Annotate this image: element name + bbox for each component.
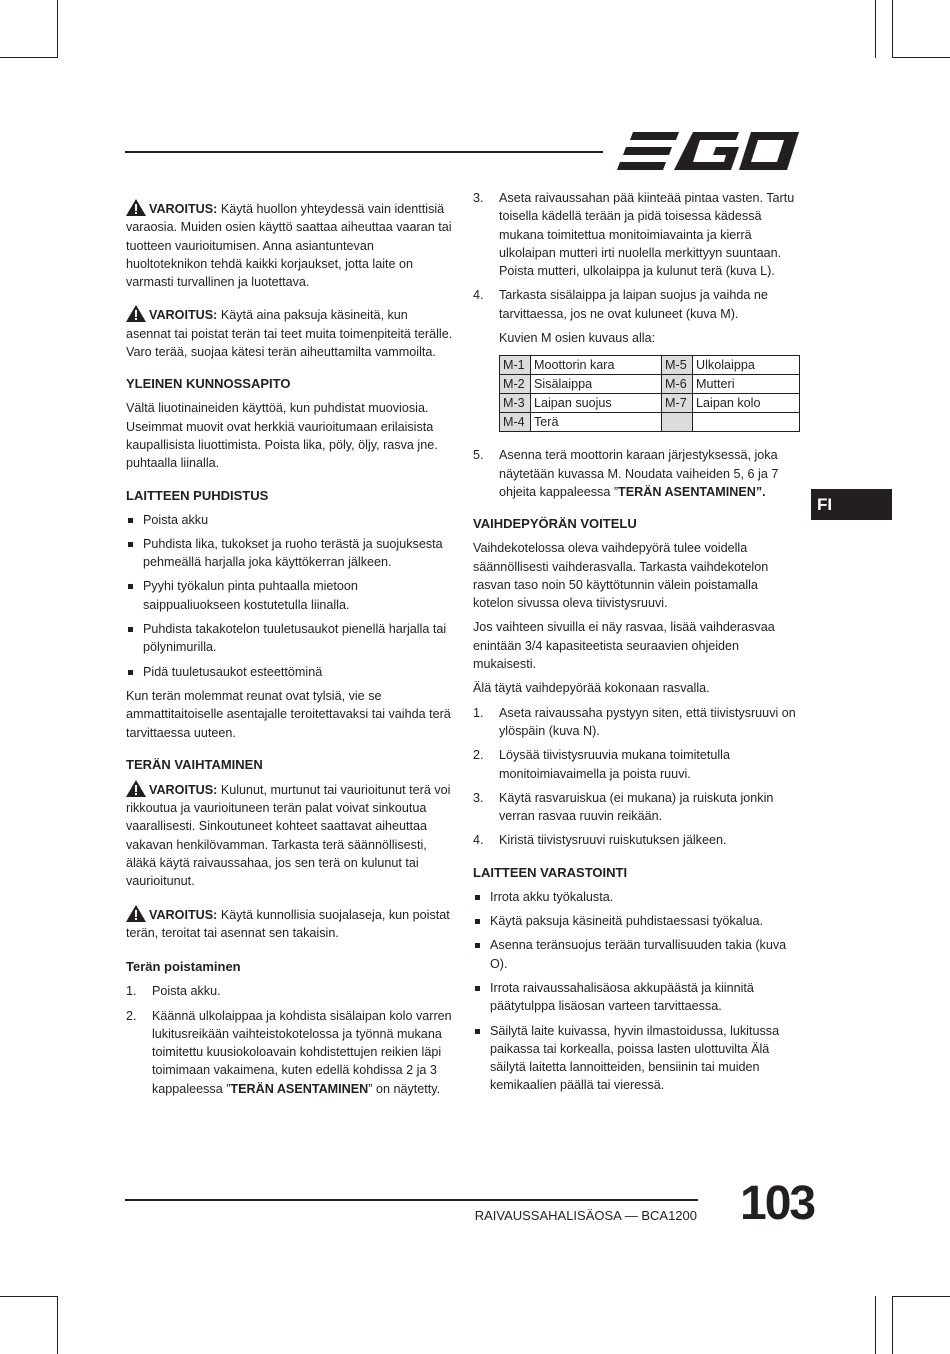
- warning-label: VAROITUS:: [149, 308, 218, 323]
- step-number: 1.: [473, 705, 484, 720]
- warning-text: Kulunut, murtunut tai vaurioitunut terä voi rikkoutua ja vaurioituneen terän palat voivat sinkoutua vaarallisesti. Sinkoutuneet kohteet saattavat aiheuttaa vakavan henkilövamman. Tarkasta terä säännöllisesti, äläkä käytä raivaussahaa, jos sen terä on kulunut tai vaurioitunut.: [126, 782, 451, 889]
- body-paragraph: Kun terän molemmat reunat ovat tylsiä, vie se ammattitaitoiselle asentajalle teroitettavaksi tai vaihda terä tarvittaessa uuteen.: [126, 688, 451, 740]
- step-text: Löysää tiivistysruuvia mukana toimitetulla monitoimiavaimella ja poista ruuvi.: [499, 748, 730, 781]
- warning-paragraph: [126, 199, 454, 291]
- language-tab: FI: [811, 489, 892, 520]
- section-heading: YLEINEN KUNNOSSAPITO: [126, 376, 291, 392]
- step-text: Aseta raivaussaha pystyyn siten, että tiivistysruuvi on ylöspäin (kuva N).: [499, 705, 796, 738]
- crop-mark: [57, 1296, 58, 1354]
- table-cell: Laipan kolo: [693, 394, 800, 413]
- list-item: [473, 446, 801, 501]
- crop-mark: [875, 1296, 876, 1354]
- warning-triangle-icon: [126, 780, 146, 797]
- step-number: 2.: [126, 1008, 137, 1023]
- removal-steps: [126, 982, 454, 1098]
- step-bold-ref: TERÄN ASENTAMINEN”.: [618, 484, 766, 499]
- ego-logo: [617, 131, 799, 171]
- table-row: [500, 375, 800, 394]
- body-paragraph: Vältä liuotinaineiden käyttöä, kun puhdistat muoviosia. Useimmat muovit ovat herkkiä vaurioitumaan erilaisista kaupallisista liuottimista. Poista lika, pöly, öljy, rasva jne. puhtaalla liinalla.: [126, 401, 438, 471]
- table-cell: M-2: [500, 375, 531, 394]
- table-cell: Mutteri: [693, 375, 800, 394]
- right-column: [473, 189, 801, 1101]
- table-cell: M-1: [500, 356, 531, 375]
- table-cell: M-3: [500, 394, 531, 413]
- section-heading: LAITTEEN VARASTOINTI: [473, 864, 628, 880]
- header-rule: [125, 151, 603, 153]
- table-cell: Laipan suojus: [531, 394, 662, 413]
- body-paragraph: Vaihdekotelossa oleva vaihdepyörä tulee voidella säännöllisesti vaihderasvalla. Tarkasta vaihdekotelon rasvan taso noin 50 käyttötunnin välein poistamalla kotelon sivussa oleva tiivistysruuvi.: [473, 541, 769, 611]
- crop-mark: [0, 57, 57, 58]
- step-text: Käännä ulkolaippaa ja kohdista sisälaipan kolo varren lukitusreikään vaihteistokotelossa ja työnnä mukana toimitettu kuusiokoloavain kohdistettujen reikien läpi toimimaan vakaimena, kuten edellä kohdissa 2 ja 3 kappaleessa ”: [152, 1008, 452, 1096]
- table-cell: Sisälaippa: [531, 375, 662, 394]
- table-cell: Moottorin kara: [531, 356, 662, 375]
- step-text: Poista akku.: [152, 984, 221, 999]
- warning-triangle-icon: [126, 905, 146, 922]
- crop-mark: [892, 0, 893, 58]
- warning-label: VAROITUS:: [149, 202, 218, 216]
- step-text: Asenna terä moottorin karaan järjestyksessä, joka näytetään kuvassa M. Noudata vaiheiden 5, 6 ja 7 ohjeita kappaleessa ”: [499, 448, 779, 499]
- table-cell: M-5: [662, 356, 693, 375]
- list-item: Käytä paksuja käsineitä puhdistaessasi työkalua.: [473, 912, 801, 930]
- crop-mark: [0, 1296, 57, 1297]
- page-number: 103: [740, 1177, 815, 1230]
- body-paragraph: Älä täytä vaihdepyörää kokonaan rasvalla.: [473, 681, 710, 696]
- cleaning-list: [126, 511, 454, 681]
- storage-list: [473, 888, 801, 1095]
- list-item: Irrota raivaussahalisäosa akkupäästä ja kiinnitä päätytulppa lisäosan varteen tarvittaessa.: [473, 979, 801, 1016]
- step-text: Kiristä tiivistysruuvi ruiskutuksen jälkeen.: [499, 833, 727, 848]
- warning-paragraph: [126, 780, 454, 891]
- list-item: Puhdista lika, tukokset ja ruoho terästä ja suojuksesta pehmeällä harjalla joka käyttökerran jälkeen.: [126, 535, 454, 572]
- table-cell: M-6: [662, 375, 693, 394]
- left-column: [126, 199, 454, 1104]
- table-row: [500, 413, 800, 432]
- list-item: Säilytä laite kuivassa, hyvin ilmastoidussa, lukitussa paikassa tai korkealla, poissa lasten ulottuvilta Älä säilytä laitetta lannoitteiden, bensiinin tai muiden kemikaalien päällä tai vieressä.: [473, 1022, 801, 1095]
- step-number: 4.: [473, 833, 484, 848]
- list-item: [473, 286, 801, 323]
- list-item: Pidä tuuletusaukot esteettöminä: [126, 663, 454, 681]
- parts-caption: Kuvien M osien kuvaus alla:: [499, 331, 656, 346]
- step-number: 3.: [473, 191, 484, 205]
- crop-mark: [57, 0, 58, 58]
- list-item: [473, 189, 801, 280]
- crop-mark: [892, 57, 950, 58]
- gear-steps: [473, 704, 801, 850]
- list-item: Puhdista takakotelon tuuletusaukot pienellä harjalla tai pölynimurilla.: [126, 620, 454, 657]
- footer-title: RAIVAUSSAHALISÄOSA — BCA1200: [474, 1208, 697, 1223]
- section-heading: VAIHDEPYÖRÄN VOITELU: [473, 516, 637, 532]
- table-cell: [693, 413, 800, 432]
- list-item: Irrota akku työkalusta.: [473, 888, 801, 906]
- table-row: [500, 356, 800, 375]
- warning-text: Käytä huollon yhteydessä vain identtisiä varaosia. Muiden osien käyttö saattaa aiheuttaa vaaran tai tuotteen vaurioitumisen. Anna asiantuntevan huoltoteknikon tehdä kaikki korjaukset, jotta laite on varmasti turvallinen ja luotettava.: [126, 202, 452, 290]
- table-cell: M-4: [500, 413, 531, 432]
- step-text-end: ” on näytetty.: [368, 1081, 441, 1096]
- list-item: [126, 982, 454, 1000]
- install-step: [473, 446, 801, 501]
- step-text: Aseta raivaussahan pää kiinteää pintaa vasten. Tartu toisella kädellä terään ja pidä toisessa kädessä mukana toimitettua monitoimiavainta ja kierrä ulkolaipan mutteri irti nuolella merkittyyn suuntaan. Poista mutteri, ulkolaippa ja kulunut terä (kuva L).: [499, 191, 795, 279]
- list-item: Pyyhi työkalun pinta puhtaalla mietoon saippualiuokseen kostutetulla liinalla.: [126, 577, 454, 614]
- warning-paragraph: [126, 305, 454, 361]
- step-number: 4.: [473, 288, 484, 303]
- section-heading: TERÄN VAIHTAMINEN: [126, 756, 263, 772]
- warning-triangle-icon: [126, 305, 146, 322]
- body-paragraph: Jos vaihteen sivuilla ei näy rasvaa, lisää vaihderasvaa enintään 3/4 kapasiteetista seuraavien ohjeiden mukaisesti.: [473, 620, 775, 672]
- list-item: Asenna teränsuojus terään turvallisuuden takia (kuva O).: [473, 936, 801, 973]
- crop-mark: [892, 1296, 893, 1354]
- footer-rule: [125, 1199, 698, 1201]
- subsection-heading: Terän poistaminen: [126, 959, 241, 975]
- warning-triangle-icon: [126, 199, 146, 216]
- table-cell: M-7: [662, 394, 693, 413]
- step-number: 2.: [473, 748, 484, 763]
- warning-label: VAROITUS:: [149, 782, 218, 797]
- table-row: [500, 394, 800, 413]
- table-cell: Ulkolaippa: [693, 356, 800, 375]
- step-text: Tarkasta sisälaippa ja laipan suojus ja vaihda ne tarvittaessa, jos ne ovat kuluneet (kuva M).: [499, 288, 768, 321]
- warning-text: Käytä aina paksuja käsineitä, kun asennat tai poistat terän tai teet muita toimenpiteitä terälle. Varo terää, suojaa kätesi terän aiheuttamilta vammoilta.: [126, 308, 453, 360]
- removal-steps-continued: [473, 189, 801, 323]
- step-bold-ref: TERÄN ASENTAMINEN: [230, 1081, 369, 1096]
- crop-mark: [892, 1296, 950, 1297]
- list-item: [473, 831, 801, 849]
- list-item: [473, 746, 801, 783]
- section-heading: LAITTEEN PUHDISTUS: [126, 487, 269, 503]
- step-number: 1.: [126, 984, 137, 999]
- list-item: [473, 704, 801, 741]
- list-item: [126, 1007, 454, 1098]
- list-item: Poista akku: [126, 511, 454, 529]
- warning-text: Käytä kunnollisia suojalaseja, kun poistat terän, teroitat tai asennat sen takaisin.: [126, 907, 450, 940]
- table-cell: [662, 413, 693, 432]
- crop-mark: [875, 0, 876, 58]
- warning-paragraph: [126, 905, 454, 943]
- list-item: [473, 789, 801, 826]
- warning-label: VAROITUS:: [149, 907, 218, 922]
- step-number: 5.: [473, 448, 484, 463]
- parts-table: [499, 355, 800, 432]
- step-text: Käytä rasvaruiskua (ei mukana) ja ruiskuta jonkin verran rasvaa ruuvin reikään.: [499, 790, 774, 824]
- table-cell: Terä: [531, 413, 662, 432]
- step-number: 3.: [473, 790, 484, 805]
